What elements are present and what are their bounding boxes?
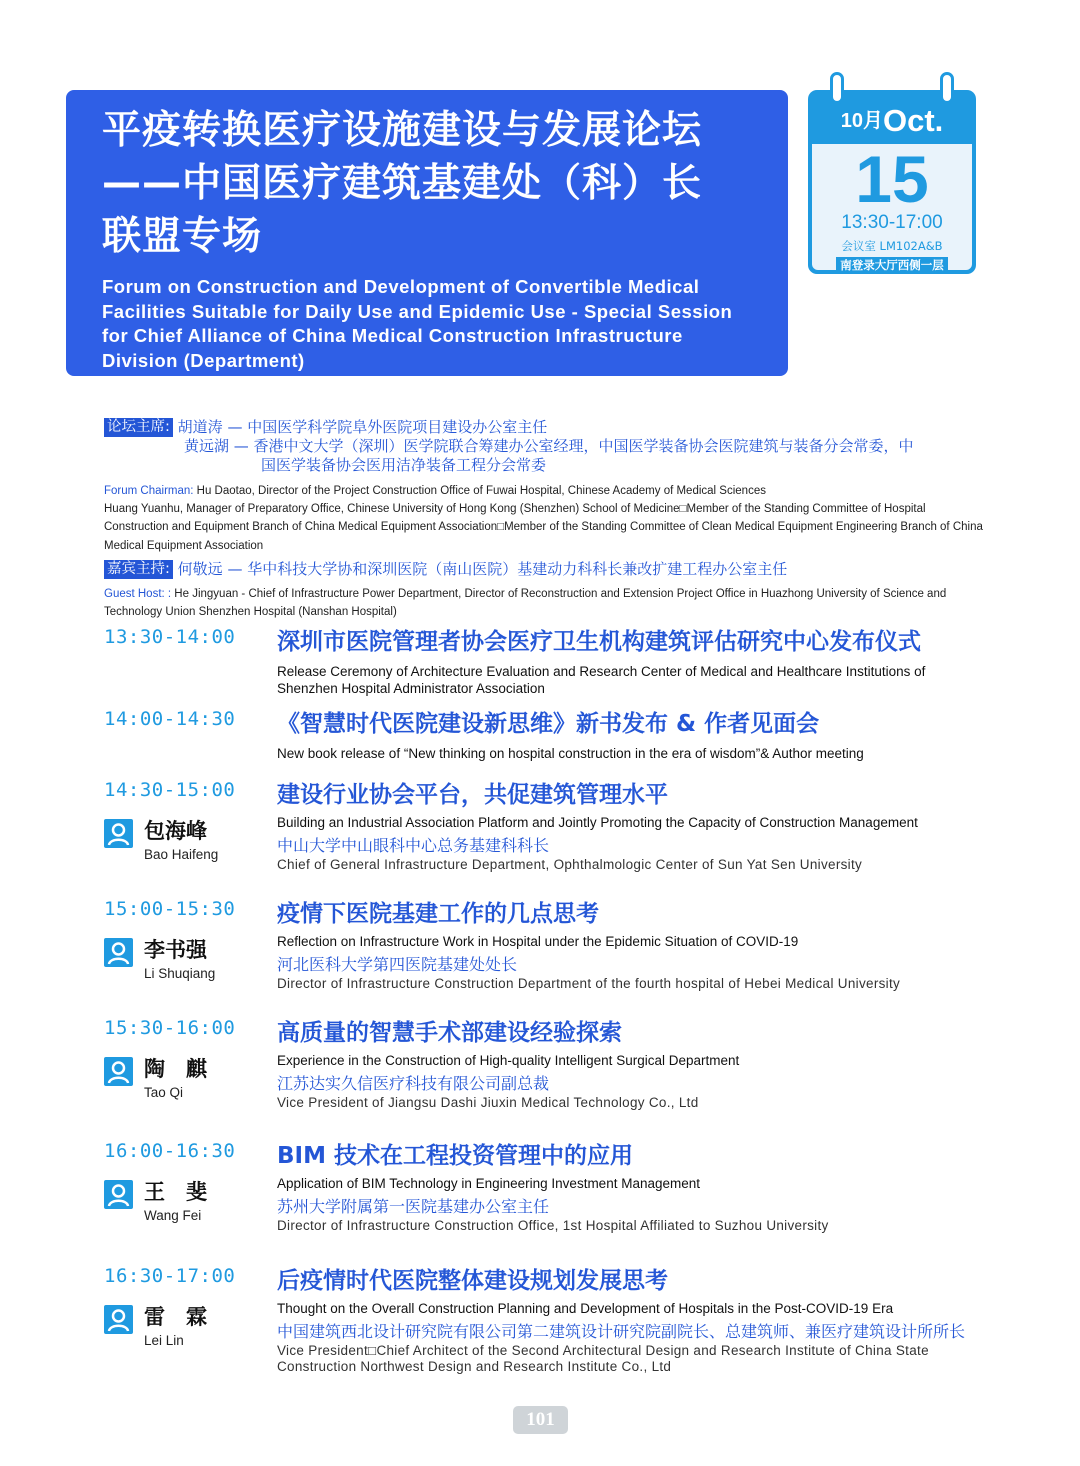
- person-icon: [104, 1305, 133, 1334]
- session-title: 建设行业协会平台，共促建筑管理水平: [277, 782, 668, 808]
- speaker-name-en: Tao Qi: [144, 1085, 184, 1100]
- forum-title-zh-line3: 联盟专场: [102, 214, 263, 259]
- chair-en-block: [104, 482, 984, 555]
- host-line: 何敬远 — 华中科技大学协和深圳医院（南山医院）基建动力科科长兼改扩建工程办公室主任: [177, 560, 788, 578]
- speaker-org: 河北医科大学第四医院基建处处长: [277, 955, 518, 974]
- calendar-month: [808, 104, 976, 138]
- calendar-time: 13:30-17:00: [841, 212, 943, 233]
- speaker-org-en: Director of Infrastructure Construction Department of the fourth hospital of Hebei Medical University: [277, 976, 901, 991]
- speaker-name-en: Bao Haifeng: [144, 847, 219, 862]
- calendar-ring-left-icon: [830, 72, 844, 104]
- speaker-org-en: Vice President of Jiangsu Dashi Jiuxin Medical Technology Co., Ltd: [277, 1095, 699, 1110]
- session-title: 疫情下医院基建工作的几点思考: [277, 901, 599, 927]
- session-title: 深圳市医院管理者协会医疗卫生机构建筑评估研究中心发布仪式: [277, 629, 921, 655]
- session-title-en: Experience in the Construction of High-quality Intelligent Surgical Department: [277, 1053, 740, 1068]
- session-item: [104, 1265, 984, 1375]
- speaker-name-zh: 雷 霖: [144, 1305, 207, 1329]
- person-icon: [104, 819, 133, 848]
- chair-line2: 黄远湖 — 香港中文大学（深圳）医学院联合筹建办公室经理，中国医学装备协会医院建筑与装备分会常委，中: [184, 437, 914, 455]
- date-calendar: [808, 90, 976, 274]
- speaker-org: 中山大学中山眼科中心总务基建科科长: [277, 836, 550, 855]
- forum-chairs: [104, 418, 984, 475]
- session-time: 14:00-14:30: [104, 708, 236, 730]
- session-title-en: Reflection on Infrastructure Work in Hospital under the Epidemic Situation of COVID-19: [277, 934, 799, 949]
- speaker-name-zh: 包海峰: [144, 819, 207, 843]
- session-title: 后疫情时代医院整体建设规划发展思考: [277, 1268, 668, 1294]
- chair-en-text2: Huang Yuanhu, Manager of Preparatory Office, Chinese University of Hong Kong (Shenzhen) School of Medicine□Member of the Standing Committee of Hospital Construction and Equipment Branch of China Medical Equipment Association□Member of the Standing Committee of Clean Medical Equipment Engineering Branch of China Medical Equipment Association: [104, 503, 983, 552]
- speaker-name-en: Wang Fei: [144, 1208, 202, 1223]
- speaker-name-en: Lei Lin: [144, 1333, 184, 1348]
- speaker-org: 苏州大学附属第一医院基建办公室主任: [277, 1197, 550, 1216]
- forum-title-zh-line1: 平疫转换医疗设施建设与发展论坛: [102, 108, 703, 153]
- host-en-label: Guest Host: :: [104, 588, 172, 600]
- speaker-org: 江苏达实久信医疗科技有限公司副总裁: [277, 1074, 550, 1093]
- guest-host: [104, 560, 984, 579]
- session-title: 高质量的智慧手术部建设经验探索: [277, 1020, 622, 1046]
- calendar-room: 会议室 LM102A&B: [841, 239, 943, 253]
- calendar-month-en: Oct.: [882, 103, 944, 138]
- speaker-org-en: Chief of General Infrastructure Department, Ophthalmologic Center of Sun Yat Sen University: [277, 857, 863, 872]
- session-title-en: Building an Industrial Association Platform and Jointly Promoting the Capacity of Construction Management: [277, 815, 918, 830]
- speaker-name-zh: 王 斐: [144, 1180, 207, 1204]
- host-en-block: [104, 585, 984, 621]
- session-time: 15:30-16:00: [104, 1017, 236, 1039]
- host-label: 嘉宾主持:: [104, 560, 173, 579]
- person-icon: [104, 938, 133, 967]
- person-icon: [104, 1180, 133, 1209]
- host-en-text: He Jingyuan - Chief of Infrastructure Power Department, Director of Reconstruction and Extension Project Office in Huazhong University of Science and Technology Union Shenzhen Hospital (Nanshan Hospital): [104, 588, 947, 619]
- session-time: 14:30-15:00: [104, 779, 236, 801]
- speaker-org-en: Director of Infrastructure Construction Office, 1st Hospital Affiliated to Suzhou University: [277, 1218, 829, 1233]
- forum-title-en: Forum on Construction and Development of Convertible Medical Facilities Suitable for Daily Use and Epidemic Use - Special Session for Chief Alliance of China Medical Construction Infrastructure Division (Department): [102, 276, 733, 371]
- session-time: 13:30-14:00: [104, 626, 236, 648]
- calendar-day: 15: [855, 142, 929, 216]
- session-item: [104, 1017, 984, 1111]
- session-title-en: Thought on the Overall Construction Planning and Development of Hospitals in the Post-COVID-19 Era: [277, 1301, 894, 1316]
- session-item: [104, 898, 984, 992]
- speaker-name-zh: 陶 麒: [144, 1057, 207, 1081]
- chair-en-label: Forum Chairman:: [104, 485, 194, 497]
- session-item: [104, 1140, 984, 1234]
- speaker-name-en: Li Shuqiang: [144, 966, 216, 981]
- title-banner: [66, 90, 788, 376]
- session-title-en: New book release of “New thinking on hospital construction in the era of wisdom”& Author meeting: [277, 746, 864, 761]
- person-icon: [104, 1057, 133, 1086]
- session-title-en: Application of BIM Technology in Engineering Investment Management: [277, 1176, 701, 1191]
- session-time: 16:30-17:00: [104, 1265, 236, 1287]
- speaker-org: 中国建筑西北设计研究院有限公司第二建筑设计研究院副院长、总建筑师、兼医疗建筑设计所所长: [277, 1322, 966, 1341]
- session-time: 15:00-15:30: [104, 898, 236, 920]
- calendar-ring-right-icon: [940, 72, 954, 104]
- chair-line1: 胡道涛 — 中国医学科学院阜外医院项目建设办公室主任: [177, 418, 548, 436]
- chair-label: 论坛主席:: [104, 418, 173, 437]
- calendar-panel: [812, 144, 972, 270]
- speaker-name-zh: 李书强: [144, 938, 207, 962]
- calendar-month-cn: 10月: [840, 110, 883, 132]
- session-item: [104, 708, 984, 762]
- session-title-en: Release Ceremony of Architecture Evaluation and Research Center of Medical and Healthcare Institutions of Shenzhen Hospital Administrator Association: [277, 664, 926, 696]
- speaker-org-en: Vice President□Chief Architect of the Second Architectural Design and Research Institute of China State Construction Northwest Design and Research Institute Co., Ltd: [277, 1343, 929, 1374]
- session-title: BIM 技术在工程投资管理中的应用: [277, 1143, 633, 1169]
- chair-line3: 国医学装备协会医用洁净装备工程分会常委: [261, 456, 547, 474]
- session-time: 16:00-16:30: [104, 1140, 236, 1162]
- session-title: 《智慧时代医院建设新思维》新书发布 & 作者见面会: [277, 711, 820, 737]
- forum-title-zh-line2: ——中国医疗建筑基建处（科）长: [102, 161, 703, 206]
- chair-en-text: Hu Daotao, Director of the Project Construction Office of Fuwai Hospital, Chinese Academy of Medical Sciences: [193, 485, 766, 497]
- session-item: [104, 626, 984, 697]
- session-item: [104, 779, 984, 873]
- page-number: 101: [513, 1406, 568, 1434]
- calendar-hall: 南登录大厅西侧一层: [836, 257, 948, 273]
